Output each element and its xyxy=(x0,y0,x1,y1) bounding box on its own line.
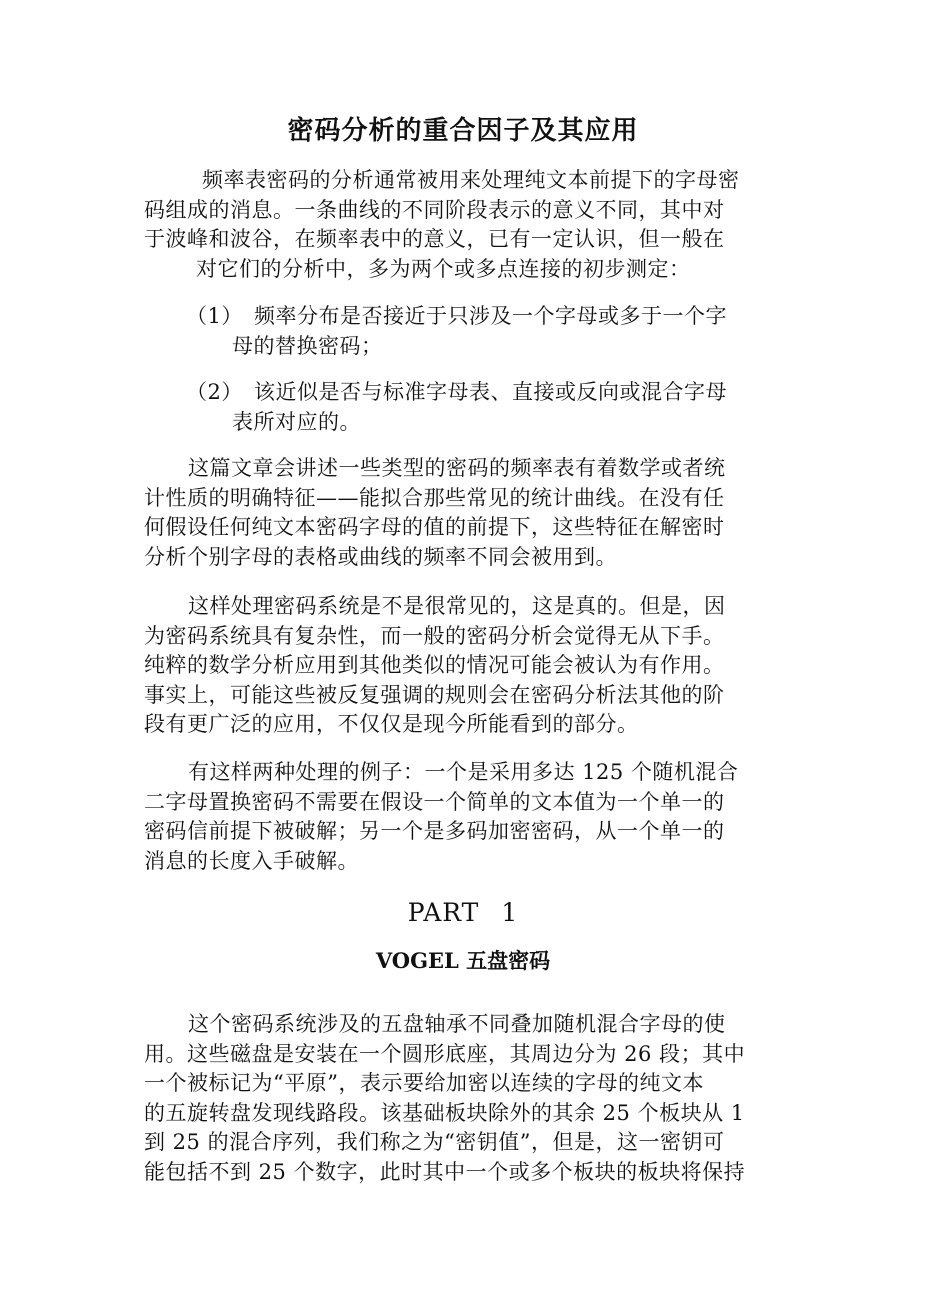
part-heading-number: 1 xyxy=(501,898,519,927)
paragraph-line: 码组成的消息。一条曲线的不同阶段表示的意义不同，其中对 xyxy=(144,197,725,222)
list-item-text: 频率分布是否接近于只涉及一个字母或多于一个字 xyxy=(254,304,727,328)
paragraph-line: 段有更广泛的应用，不仅仅是现今所能看到的部分。 xyxy=(144,712,639,736)
list-item xyxy=(186,378,786,438)
list-item-text: 该近似是否与标准字母表、直接或反向或混合字母 xyxy=(254,380,727,404)
paragraph-line: 一个被标记为“平原”，表示要给加密以连续的字母的纯文本 xyxy=(144,1071,704,1095)
paragraph-line: 到 25 的混合序列，我们称之为“密钥值”，但是，这一密钥可 xyxy=(144,1130,725,1154)
paragraph-line: 事实上，可能这些被反复强调的规则会在密码分析法其他的阶 xyxy=(144,682,725,707)
body-paragraph xyxy=(144,592,784,740)
list-item-number: （1） xyxy=(186,304,243,328)
list-item xyxy=(186,302,786,362)
paragraph-line: 能包括不到 25 个数字，此时其中一个或多个板块的板块将保持 xyxy=(144,1159,746,1184)
paragraph-line: 分析个别字母的表格或曲线的频率不同会被用到。 xyxy=(144,544,617,569)
paragraph-line: 频率表密码的分析通常被用来处理纯文本前提下的字母密 xyxy=(202,168,740,192)
part-heading-word: PART xyxy=(407,898,480,927)
list-item-number: （2） xyxy=(186,380,243,404)
body-paragraph xyxy=(144,758,784,876)
paragraph-line: 于波峰和波谷，在频率表中的意义，已有一定认识，但一般在 xyxy=(144,227,725,251)
paragraph-line: 有这样两种处理的例子：一个是采用多达 125 个随机混合 xyxy=(188,760,739,784)
paragraph-line: 何假设任何纯文本密码字母的值的前提下，这些特征在解密时 xyxy=(144,515,725,539)
paragraph-line: 这篇文章会讲述一些类型的密码的频率表有着数学或者统 xyxy=(188,456,726,480)
paragraph-line: 二字母置换密码不需要在假设一个简单的文本值为一个单一的 xyxy=(144,789,725,814)
document-title: 密码分析的重合因子及其应用 xyxy=(287,116,639,146)
list-item-text-continued: 表所对应的。 xyxy=(232,410,361,434)
part-heading xyxy=(0,896,926,930)
paragraph-line: 密码信前提下被破解；另一个是多码加密密码，从一个单一的 xyxy=(144,819,725,843)
list-item-text-continued: 母的替换密码； xyxy=(232,334,383,358)
intro-paragraph xyxy=(144,166,784,284)
paragraph-line: 的五旋转盘发现线路段。该基础板块除外的其余 25 个板块从 1 xyxy=(144,1100,745,1125)
paragraph-line: 计性质的明确特征——能拟合那些常见的统计曲线。在没有任 xyxy=(144,485,725,510)
paragraph-line: 纯粹的数学分析应用到其他类似的情况可能会被认为有作用。 xyxy=(144,653,725,677)
section-heading: VOGEL 五盘密码 xyxy=(375,948,551,973)
body-paragraph xyxy=(144,1010,786,1187)
paragraph-line: 用。这些磁盘是安装在一个圆形底座，其周边分为 26 段；其中 xyxy=(144,1041,746,1066)
paragraph-line: 为密码系统具有复杂性，而一般的密码分析会觉得无从下手。 xyxy=(144,623,725,648)
paragraph-line: 这样处理密码系统是不是很常见的，这是真的。但是，因 xyxy=(188,594,726,618)
body-paragraph xyxy=(144,454,784,572)
paragraph-line: 对它们的分析中，多为两个或多点连接的初步测定： xyxy=(196,256,691,281)
paragraph-line: 这个密码系统涉及的五盘轴承不同叠加随机混合字母的使 xyxy=(188,1012,726,1036)
paragraph-line: 消息的长度入手破解。 xyxy=(144,848,359,873)
